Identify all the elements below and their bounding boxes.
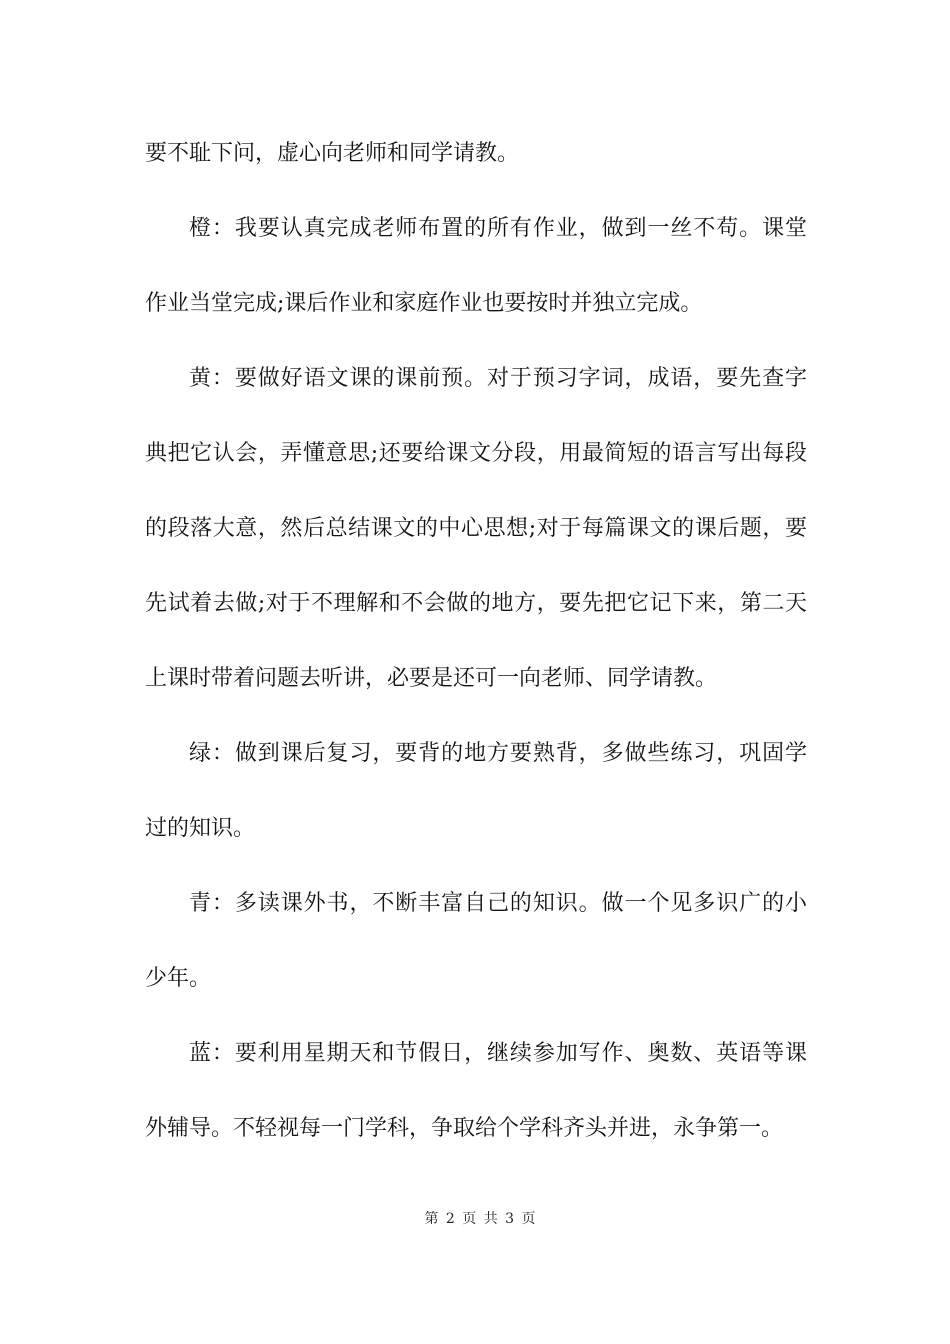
- paragraph-1-line-1: 要不耻下问，虚心向老师和同学请教。: [145, 141, 520, 166]
- paragraph-4-line-2: 过的知识。: [145, 816, 256, 841]
- paragraph-3-line-3: 的段落大意，然后总结课文的中心思想;对于每篇课文的课后题，要: [145, 516, 807, 541]
- paragraph-6-line-1: 蓝：要利用星期天和节假日，继续参加写作、奥数、英语等课: [189, 1041, 807, 1066]
- paragraph-2-line-2: 作业当堂完成;课后作业和家庭作业也要按时并独立完成。: [145, 291, 703, 316]
- paragraph-3-line-1: 黄：要做好语文课的课前预。对于预习字词，成语，要先查字: [189, 366, 807, 391]
- paragraph-3-line-5: 上课时带着问题去听讲，必要是还可一向老师、同学请教。: [145, 666, 718, 691]
- paragraph-5-line-2: 少年。: [145, 966, 212, 991]
- paragraph-6-line-2: 外辅导。不轻视每一门学科，争取给个学科齐头并进，永争第一。: [145, 1116, 784, 1141]
- paragraph-5-line-1: 青：多读课外书，不断丰富自己的知识。做一个见多识广的小: [189, 891, 807, 916]
- paragraph-2-line-1: 橙：我要认真完成老师布置的所有作业，做到一丝不苟。课堂: [189, 216, 807, 241]
- paragraph-3-line-4: 先试着去做;对于不理解和不会做的地方，要先把它记下来，第二天: [145, 591, 807, 616]
- paragraph-3-line-2: 典把它认会，弄懂意思;还要给课文分段，用最简短的语言写出每段: [145, 441, 807, 466]
- page-number-footer: 第 2 页 共 3 页: [424, 1211, 536, 1227]
- paragraph-4-line-1: 绿：做到课后复习，要背的地方要熟背，多做些练习，巩固学: [189, 741, 807, 766]
